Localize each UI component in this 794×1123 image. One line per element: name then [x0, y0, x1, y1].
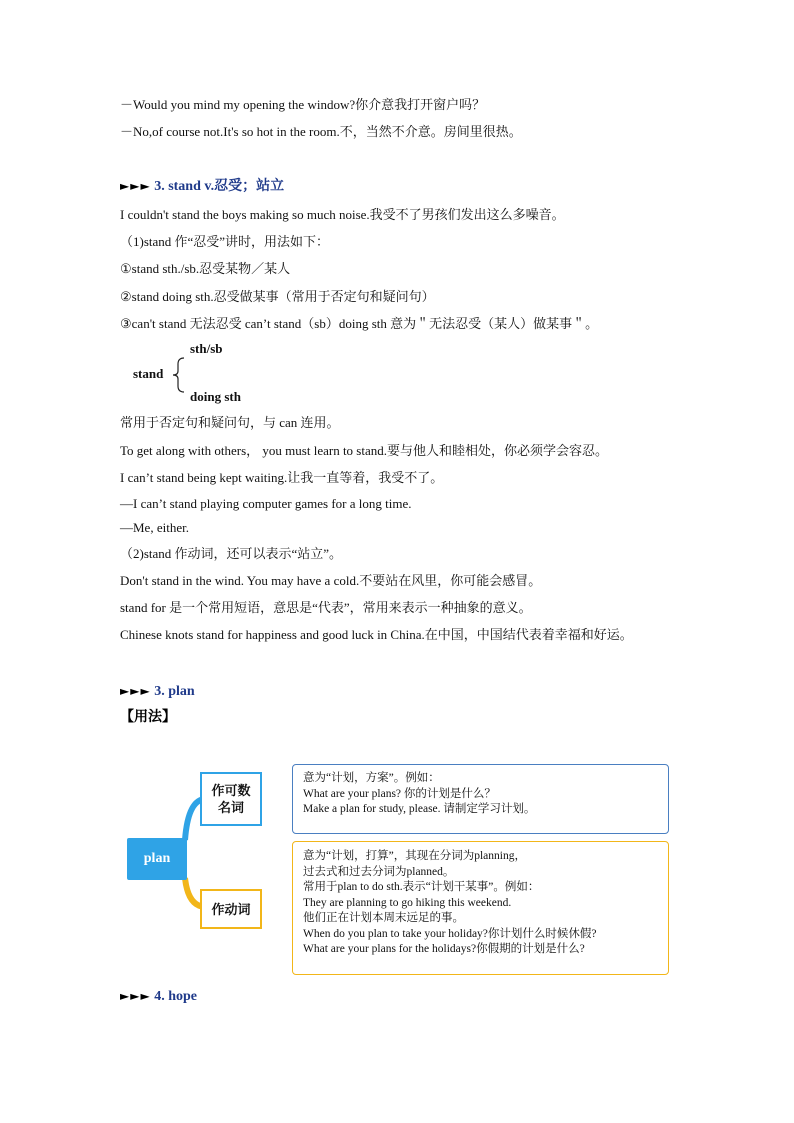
- box-line: 他们正在计划本周末远足的事。: [303, 912, 464, 924]
- box-line: They are planning to go hiking this weekend.: [303, 896, 512, 909]
- bracket-top-label: sth/sb: [190, 341, 223, 356]
- text-line: ②stand doing sth.忍受做某事（常用于否定句和疑问句）: [120, 289, 435, 304]
- box-line: 意为“计划，打算”，其现在分词为planning，: [303, 850, 526, 862]
- section-heading-plan: [120, 682, 195, 701]
- brace-icon: [172, 357, 186, 393]
- mindmap-node-verb: 作动词: [200, 889, 262, 929]
- text-line: Chinese knots stand for happiness and good luck in China.在中国，中国结代表着幸福和好运。: [120, 627, 633, 642]
- arrow-icon: ►►►: [120, 179, 151, 193]
- box-line: 常用于plan to do sth.表示“计划干某事”。例如：: [303, 881, 540, 893]
- section-title: 3. stand v.忍受；站立: [154, 179, 285, 194]
- bracket-bottom-label: doing sth: [190, 389, 241, 404]
- box-line: 意为“计划，方案”。例如：: [303, 772, 440, 784]
- dialogue-line-2: －No,of course not.It's so hot in the room.不，当然不介意。房间里很热。: [120, 124, 522, 139]
- mindmap-node-noun: [200, 772, 262, 826]
- usage-label: 【用法】: [120, 710, 176, 725]
- arrow-icon: ►►►: [120, 989, 151, 1003]
- node-label: 作可数: [211, 783, 251, 798]
- text-line: ①stand sth./sb.忍受某物／某人: [120, 261, 291, 276]
- text-line: To get along with others， you must learn to stand.要与他人和睦相处，你必须学会容忍。: [120, 443, 608, 458]
- text-line: —I can’t stand playing computer games for a long time.: [120, 496, 412, 511]
- text-line: I couldn't stand the boys making so much noise.我受不了男孩们发出这么多噪音。: [120, 207, 565, 222]
- text-line: （1)stand 作“忍受”讲时，用法如下：: [120, 234, 330, 249]
- dialogue-line-1: －Would you mind my opening the window?你介意我打开窗户吗？: [120, 97, 486, 112]
- box-line: What are your plans? 你的计划是什么？: [303, 787, 496, 800]
- arrow-icon: ►►►: [120, 684, 151, 698]
- text-line: ③can't stand 无法忍受 can’t stand（sb）doing sth 意为＂无法忍受（某人）做某事＂。: [120, 316, 599, 331]
- section-title: 3. plan: [154, 684, 195, 699]
- verb-explanation-box: [292, 841, 669, 975]
- text-line: 常用于否定句和疑问句，与 can 连用。: [120, 415, 340, 430]
- section-title: 4. hope: [154, 989, 197, 1004]
- mindmap-root: plan: [127, 838, 187, 880]
- text-line: （2)stand 作动词，还可以表示“站立”。: [120, 546, 343, 561]
- section-heading-hope: [120, 987, 197, 1006]
- box-line: What are your plans for the holidays?你假期的计划是什么?: [303, 943, 585, 955]
- noun-explanation-box: [292, 764, 669, 834]
- node-label: 名词: [217, 800, 244, 815]
- box-line: When do you plan to take your holiday?你计划什么时候休假?: [303, 927, 597, 940]
- text-line: —Me, either.: [120, 520, 189, 535]
- text-line: stand for 是一个常用短语，意思是“代表”，常用来表示一种抽象的意义。: [120, 600, 532, 615]
- box-line: Make a plan for study, please. 请制定学习计划。: [303, 803, 536, 815]
- text-line: Don't stand in the wind. You may have a cold.不要站在风里，你可能会感冒。: [120, 573, 542, 588]
- section-heading-stand: [120, 177, 284, 196]
- box-line: 过去式和过去分词为planned。: [303, 865, 455, 878]
- bracket-left-label: stand: [133, 366, 164, 381]
- text-line: I can’t stand being kept waiting.让我一直等着，我受不了。: [120, 470, 444, 485]
